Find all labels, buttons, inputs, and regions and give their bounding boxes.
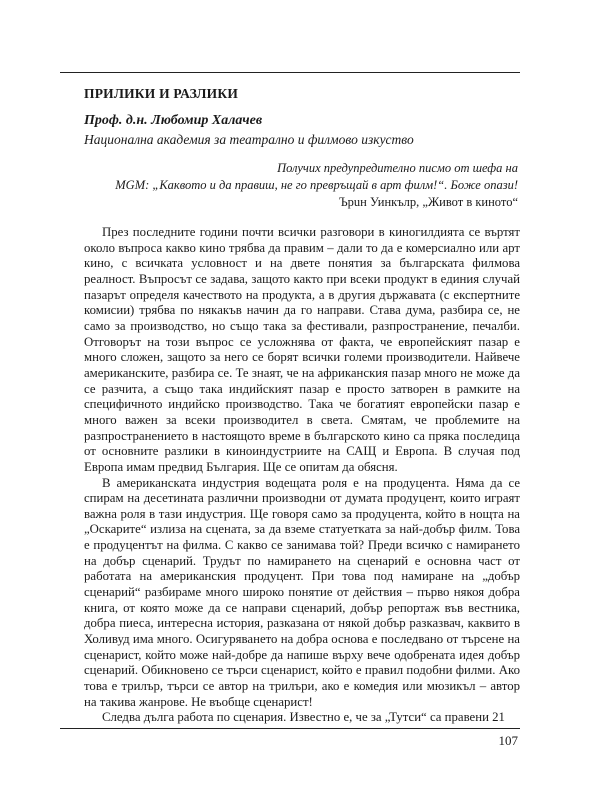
author-affiliation: Национална академия за театрално и филмово изкуство bbox=[84, 132, 414, 147]
epigraph-line: Получих предупредително писмо от шефа на bbox=[277, 161, 518, 175]
epigraph-line: MGM: „Каквото и да правиш, не го превръщай в арт филм!“. Боже опази! bbox=[115, 178, 518, 192]
body-paragraph: В американската индустрия водещата роля е на продуцента. Няма да се спирам на десетината различни производни от думата продуцент, които играят важна роля в тази индустрия. Ще говоря само за продуцента, който в нощта на „Оскарите“ излиза на сцената, за да вземе статуетката за най-добър филм. Това е продуцентът на филма. С какво се занимава той? Преди всичко с намирането на добър сценарий. Трудът по намирането на сценарий е основна част от работата на американския продуцент. При това под намиране на „добър сценарий“ разбираме много широко понятие от действия – първо някоя добра книга, от която може да се направи сценарий, добър репортаж във вестника, добра пиеса, интересна история, разказана от някой добър разказвач, каквито в Холивуд има много. Осигуряването на добра основа е последвано от търсене на сценарист, който може най-добре да напише върху вече одобрената идея добър сценарий. Обикновено се търси сценарист, който е правил подобни филми. Ако това е трилър, търси се автор на трилъри, ако е комедия или мюзикъл – автор на такива жанрове. Не въобще сценарист! bbox=[84, 475, 520, 709]
body-paragraph: През последните години почти всички разговори в киногилдията се въртят около въпроса какво кино трябва да правим – дали то да е комерсиално или арт кино, с всичката условност и на двете понятия за българската филмова реалност. Въпросът се задава, защото както при всеки продукт в единия случай пазарът определя качеството на продукта, а в другия държавата (с експертните комисии) трябва по някакъв начин да го направи. Става дума, разбира се, не само за производство, но също така за фестивали, разпространение, печалби. Отговорът на този въпрос се усложнява от факта, че европейският пазар е много сложен, защото за него се борят всички големи производители. Найвече американските, разбира се. Те знаят, че на африканския пазар много не може да се разчита, а също така индийският пазар е просто затворен в рамките на специфичното индийско производство. Така че богатият европейски пазар е много важен за всеки производител в света. Смятам, че проблемите на разпространението в настоящото време в българското кино са пряка последица от основните разлики в киноиндустриите на САЩ и Европа. В случая под Европа имам предвид България. Ще се опитам да обясня. bbox=[84, 225, 520, 474]
epigraph bbox=[78, 160, 518, 211]
author-name: Проф. д.н. Любомир Халачев bbox=[84, 113, 263, 128]
header-rule bbox=[60, 72, 520, 73]
epigraph-source: Ърuн Уинкълр, „Живот в киното“ bbox=[338, 195, 518, 209]
section-title: ПРИЛИКИ И РАЗЛИКИ bbox=[84, 86, 239, 101]
article-body bbox=[84, 225, 520, 726]
footer-rule bbox=[60, 728, 520, 729]
body-paragraph: Следва дълга работа по сценария. Известно е, че за „Тутси“ са правени 21 bbox=[102, 710, 505, 725]
page-number: 107 bbox=[498, 733, 518, 748]
